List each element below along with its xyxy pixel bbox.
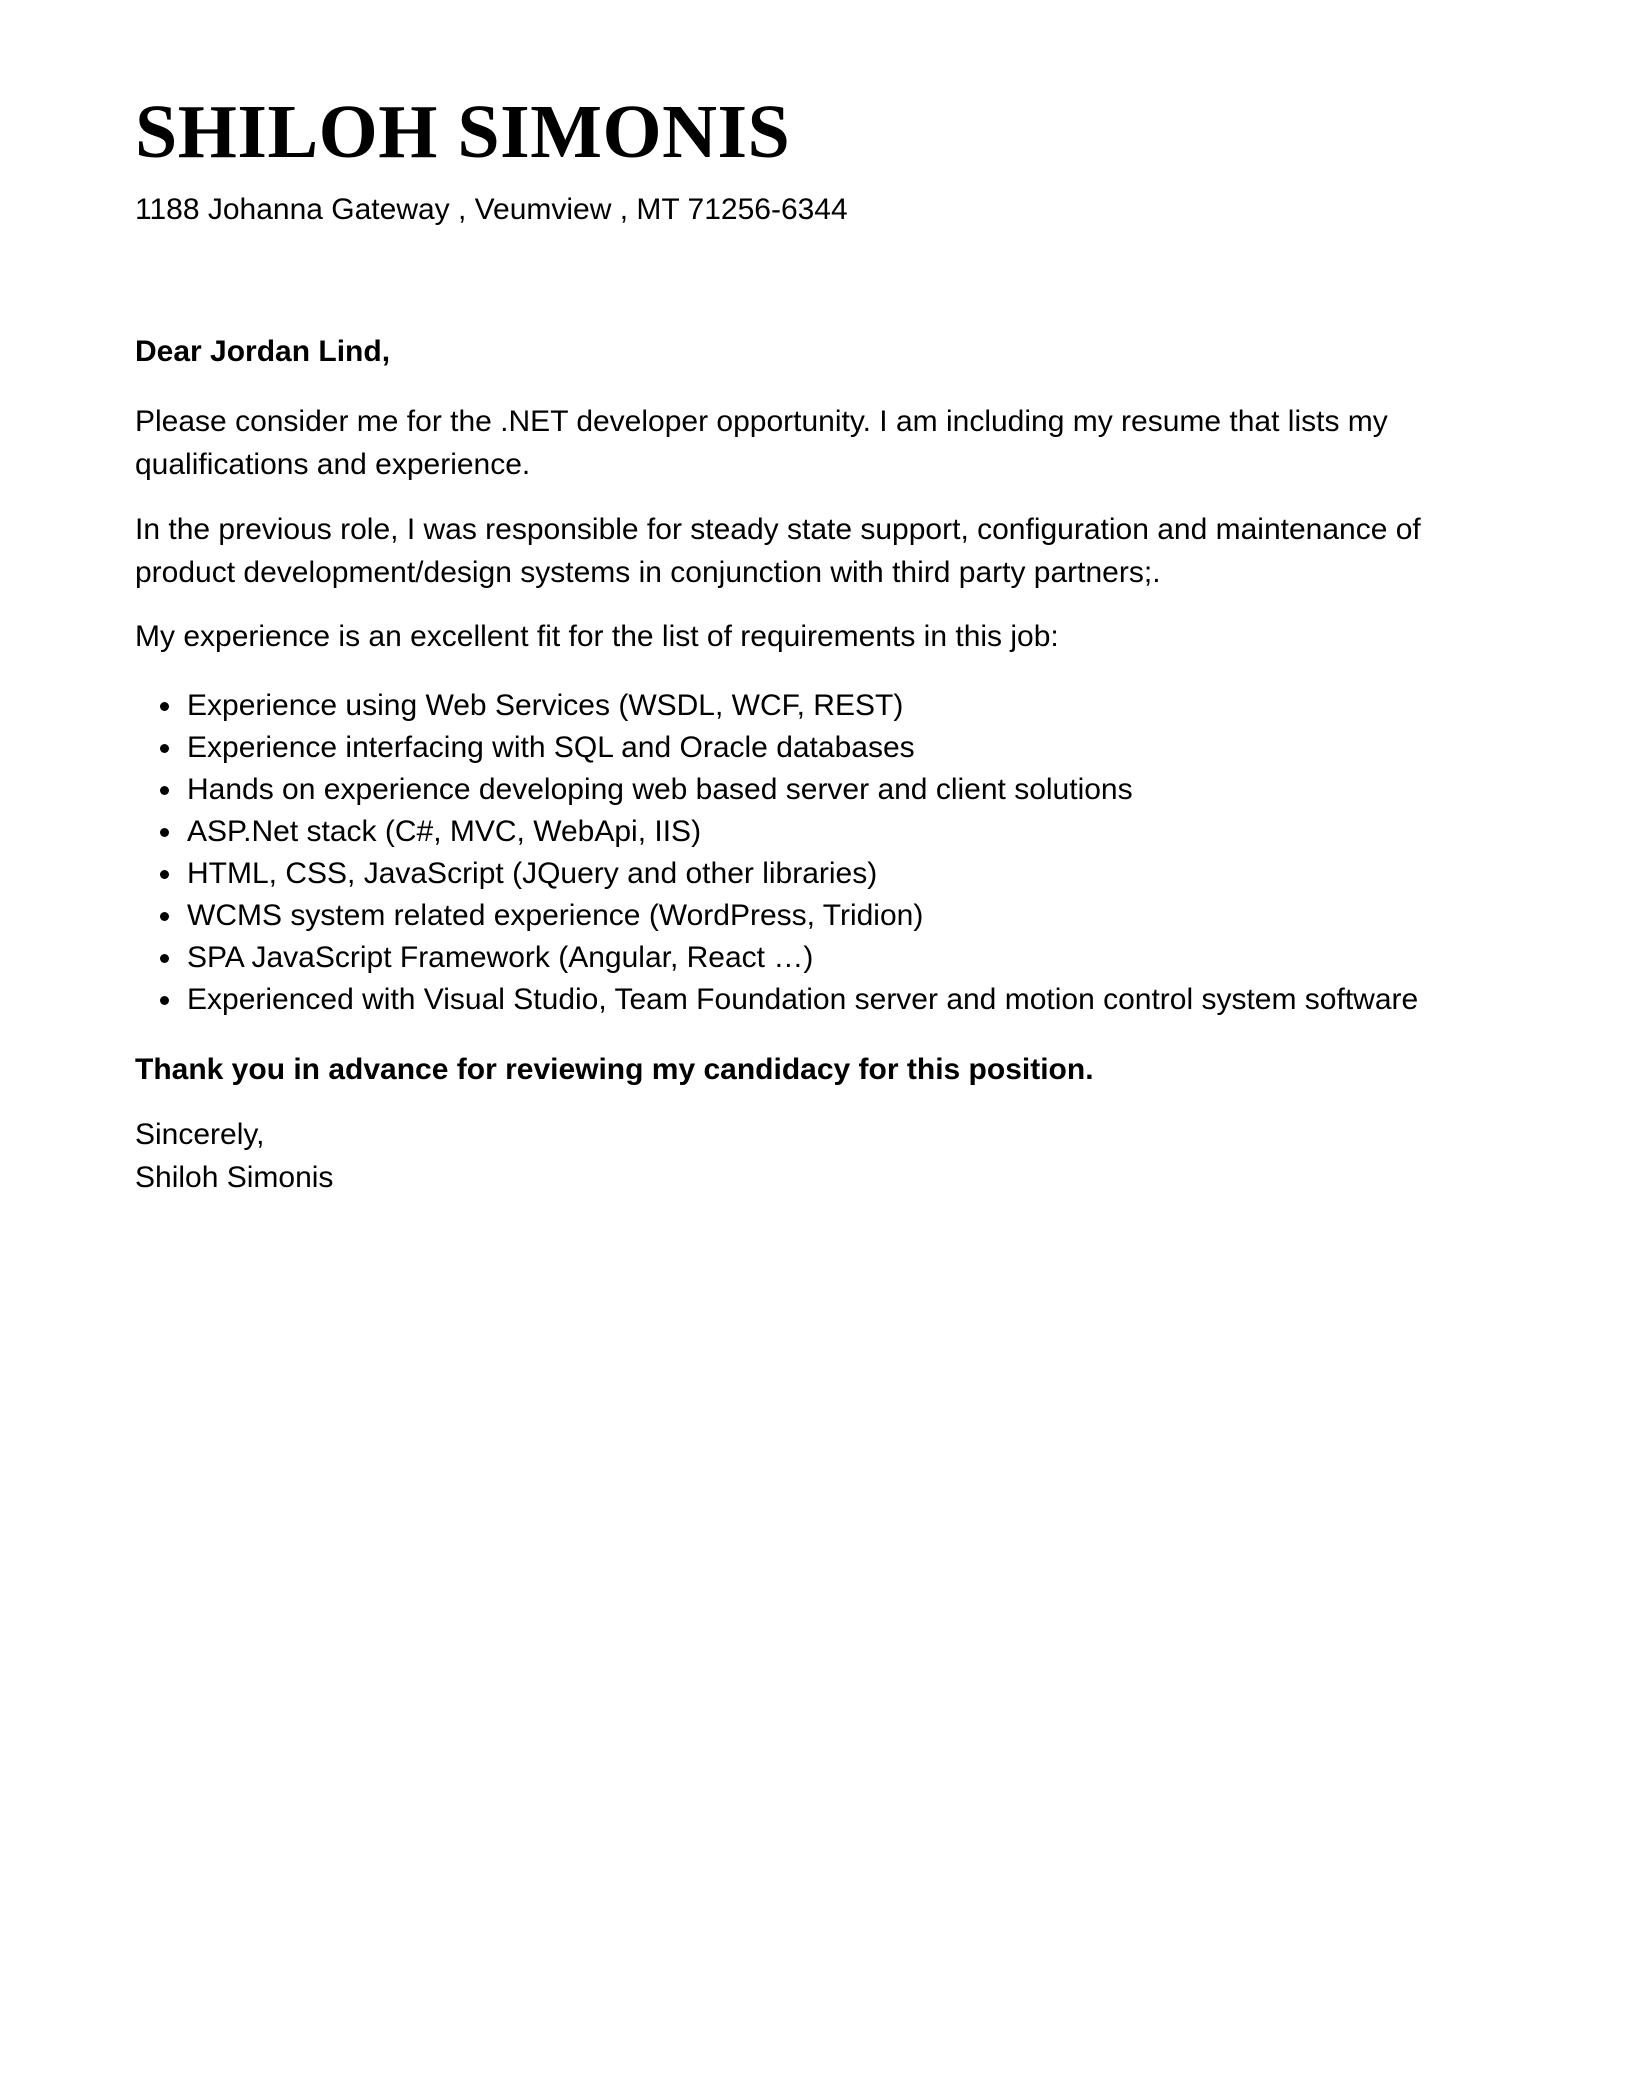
signoff: Sincerely,: [135, 1118, 265, 1151]
requirement-item: Experience interfacing with SQL and Oracle databases: [187, 727, 1497, 769]
paragraph-intro: Please consider me for the .NET developer opportunity. I am including my resume that lists my qualifications and experience.: [135, 405, 1388, 481]
requirement-item: WCMS system related experience (WordPress, Tridion): [187, 895, 1497, 937]
requirement-item: Hands on experience developing web based server and client solutions: [187, 769, 1497, 811]
signature-name: Shiloh Simonis: [135, 1161, 334, 1194]
closing-thanks: Thank you in advance for reviewing my candidacy for this position.: [135, 1053, 1094, 1086]
requirements-list: [135, 685, 1497, 1021]
requirement-item: SPA JavaScript Framework (Angular, React …): [187, 937, 1497, 979]
requirement-item: Experience using Web Services (WSDL, WCF, REST): [187, 685, 1497, 727]
requirement-item: ASP.Net stack (C#, MVC, WebApi, IIS): [187, 811, 1497, 853]
sender-address: 1188 Johanna Gateway , Veumview , MT 71256-6344: [135, 193, 848, 226]
salutation: Dear Jordan Lind,: [135, 335, 391, 368]
requirement-item: Experienced with Visual Studio, Team Foundation server and motion control system software: [187, 979, 1497, 1021]
signoff-block: [135, 1113, 1497, 1199]
paragraph-previous-role: In the previous role, I was responsible for steady state support, configuration and maintenance of product development/design systems in conjunction with third party partners;.: [135, 513, 1421, 589]
paragraph-experience-fit: My experience is an excellent fit for the list of requirements in this job:: [135, 620, 1059, 653]
sender-name-heading: SHILOH SIMONIS: [135, 90, 791, 174]
requirement-item: HTML, CSS, JavaScript (JQuery and other libraries): [187, 853, 1497, 895]
